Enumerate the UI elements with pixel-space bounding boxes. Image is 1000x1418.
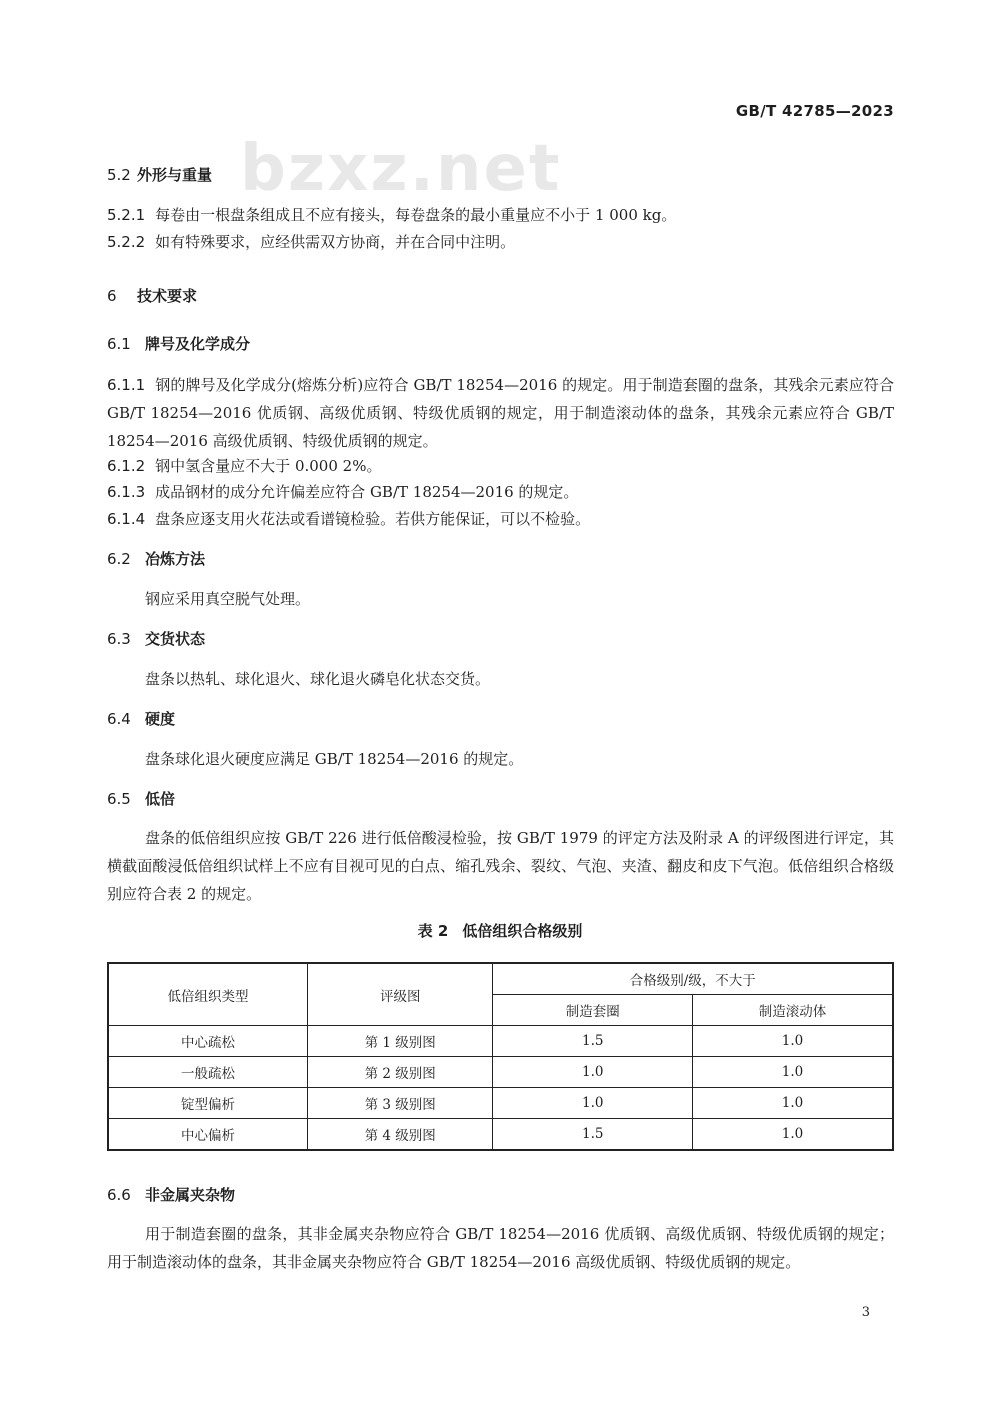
cell-type: 中心疏松 [108,1026,307,1057]
clause-6-1-2 [107,455,894,477]
section-number: 6.6 [107,1186,131,1204]
table-row [108,1057,893,1088]
table-row [108,1026,893,1057]
section-title: 硬度 [145,710,176,728]
header-chart: 评级图 [307,963,493,1026]
section-6-2-heading [107,548,894,570]
clause-6-1-3 [107,481,894,503]
standard-code: GB/T 42785—2023 [735,102,894,120]
clause-text: 如有特殊要求，应经供需双方协商，并在合同中注明。 [155,233,516,251]
clause-6-1-1 [107,371,894,455]
section-6-2-text: 钢应采用真空脱气处理。 [145,590,311,608]
cell-type: 锭型偏析 [108,1088,307,1119]
table-2-caption [0,920,1000,941]
header-type: 低倍组织类型 [108,963,307,1026]
cell-ring: 1.5 [493,1026,693,1057]
cell-chart: 第 1 级别图 [307,1026,493,1057]
clause-text: 钢的牌号及化学成分(熔炼分析)应符合 GB/T 18254—2016 的规定。用于制造套圈的盘条，其残余元素应符合 GB/T 18254—2016 优质钢、高级优质钢、特级优质钢的规定，用于制造滚动体的盘条，其残余元素应符合 GB/T 18254—2016 高级优质钢、特级优质钢的规定。 [107,376,894,450]
cell-chart: 第 3 级别图 [307,1088,493,1119]
section-number: 6.3 [107,630,131,648]
cell-ring: 1.5 [493,1119,693,1151]
cell-ring: 1.0 [493,1088,693,1119]
section-title: 技术要求 [137,287,198,305]
cell-roller: 1.0 [692,1119,893,1151]
section-title: 冶炼方法 [145,550,206,568]
clause-text: 每卷由一根盘条组成且不应有接头，每卷盘条的最小重量应不小于 1 000 kg。 [155,206,677,224]
cell-chart: 第 4 级别图 [307,1119,493,1151]
clause-5-2-1 [107,204,894,226]
cell-type: 一般疏松 [108,1057,307,1088]
section-title: 牌号及化学成分 [145,335,251,353]
clause-text: 钢中氢含量应不大于 0.000 2%。 [155,457,382,475]
clause-text: 成品钢材的成分允许偏差应符合 GB/T 18254—2016 的规定。 [155,483,579,501]
section-6-3-text: 盘条以热轧、球化退火、球化退火磷皂化状态交货。 [145,670,491,688]
section-title: 低倍 [145,790,176,808]
section-6-6-heading [107,1184,894,1206]
clause-5-2-2 [107,231,894,253]
section-number: 6.1 [107,335,131,353]
cell-chart: 第 2 级别图 [307,1057,493,1088]
section-5-2-heading [107,164,894,186]
section-title: 非金属夹杂物 [145,1186,236,1204]
cell-type: 中心偏析 [108,1119,307,1151]
table-caption-title: 低倍组织合格级别 [462,922,583,940]
cell-roller: 1.0 [692,1088,893,1119]
clause-text: 盘条应逐支用火花法或看谱镜检验。若供方能保证，可以不检验。 [155,510,591,528]
table-row [108,1119,893,1151]
section-6-3-heading [107,628,894,650]
section-6-5-text: 盘条的低倍组织应按 GB/T 226 进行低倍酸浸检验，按 GB/T 1979 的评定方法及附录 A 的评级图进行评定，其横截面酸浸低倍组织试样上不应有目视可见的白点、缩孔残余、裂纹、气泡、夹渣、翻皮和皮下气泡。低倍组织合格级别应符合表 2 的规定。 [107,829,894,903]
section-6-4-heading [107,708,894,730]
section-6-1-heading [107,333,894,355]
clause-number: 5.2.1 [107,206,146,224]
clause-number: 5.2.2 [107,233,146,251]
section-title: 交货状态 [145,630,206,648]
clause-number: 6.1.4 [107,510,146,528]
table-caption-number: 表 2 [417,922,449,940]
section-6-4-text: 盘条球化退火硬度应满足 GB/T 18254—2016 的规定。 [145,750,524,768]
section-6-heading [107,285,894,307]
page-number: 3 [861,1305,870,1320]
section-6-6-text: 用于制造套圈的盘条，其非金属夹杂物应符合 GB/T 18254—2016 优质钢、高级优质钢、特级优质钢的规定；用于制造滚动体的盘条，其非金属夹杂物应符合 GB/T 18254—2016 高级优质钢、特级优质钢的规定。 [107,1225,894,1271]
watermark: bzxz.net [240,132,562,206]
cell-roller: 1.0 [692,1026,893,1057]
table-2 [107,962,894,1151]
header-roller: 制造滚动体 [692,995,893,1026]
table-row [108,1088,893,1119]
section-number: 5.2 [107,166,131,184]
cell-roller: 1.0 [692,1057,893,1088]
section-number: 6 [107,287,117,305]
section-6-5-heading [107,788,894,810]
section-title: 外形与重量 [137,166,213,184]
cell-ring: 1.0 [493,1057,693,1088]
clause-number: 6.1.1 [107,376,146,394]
section-number: 6.5 [107,790,131,808]
header-ring: 制造套圈 [493,995,693,1026]
clause-number: 6.1.2 [107,457,146,475]
clause-6-1-4 [107,508,894,530]
section-number: 6.2 [107,550,131,568]
header-grade-group: 合格级别/级，不大于 [493,963,893,995]
section-number: 6.4 [107,710,131,728]
clause-number: 6.1.3 [107,483,146,501]
